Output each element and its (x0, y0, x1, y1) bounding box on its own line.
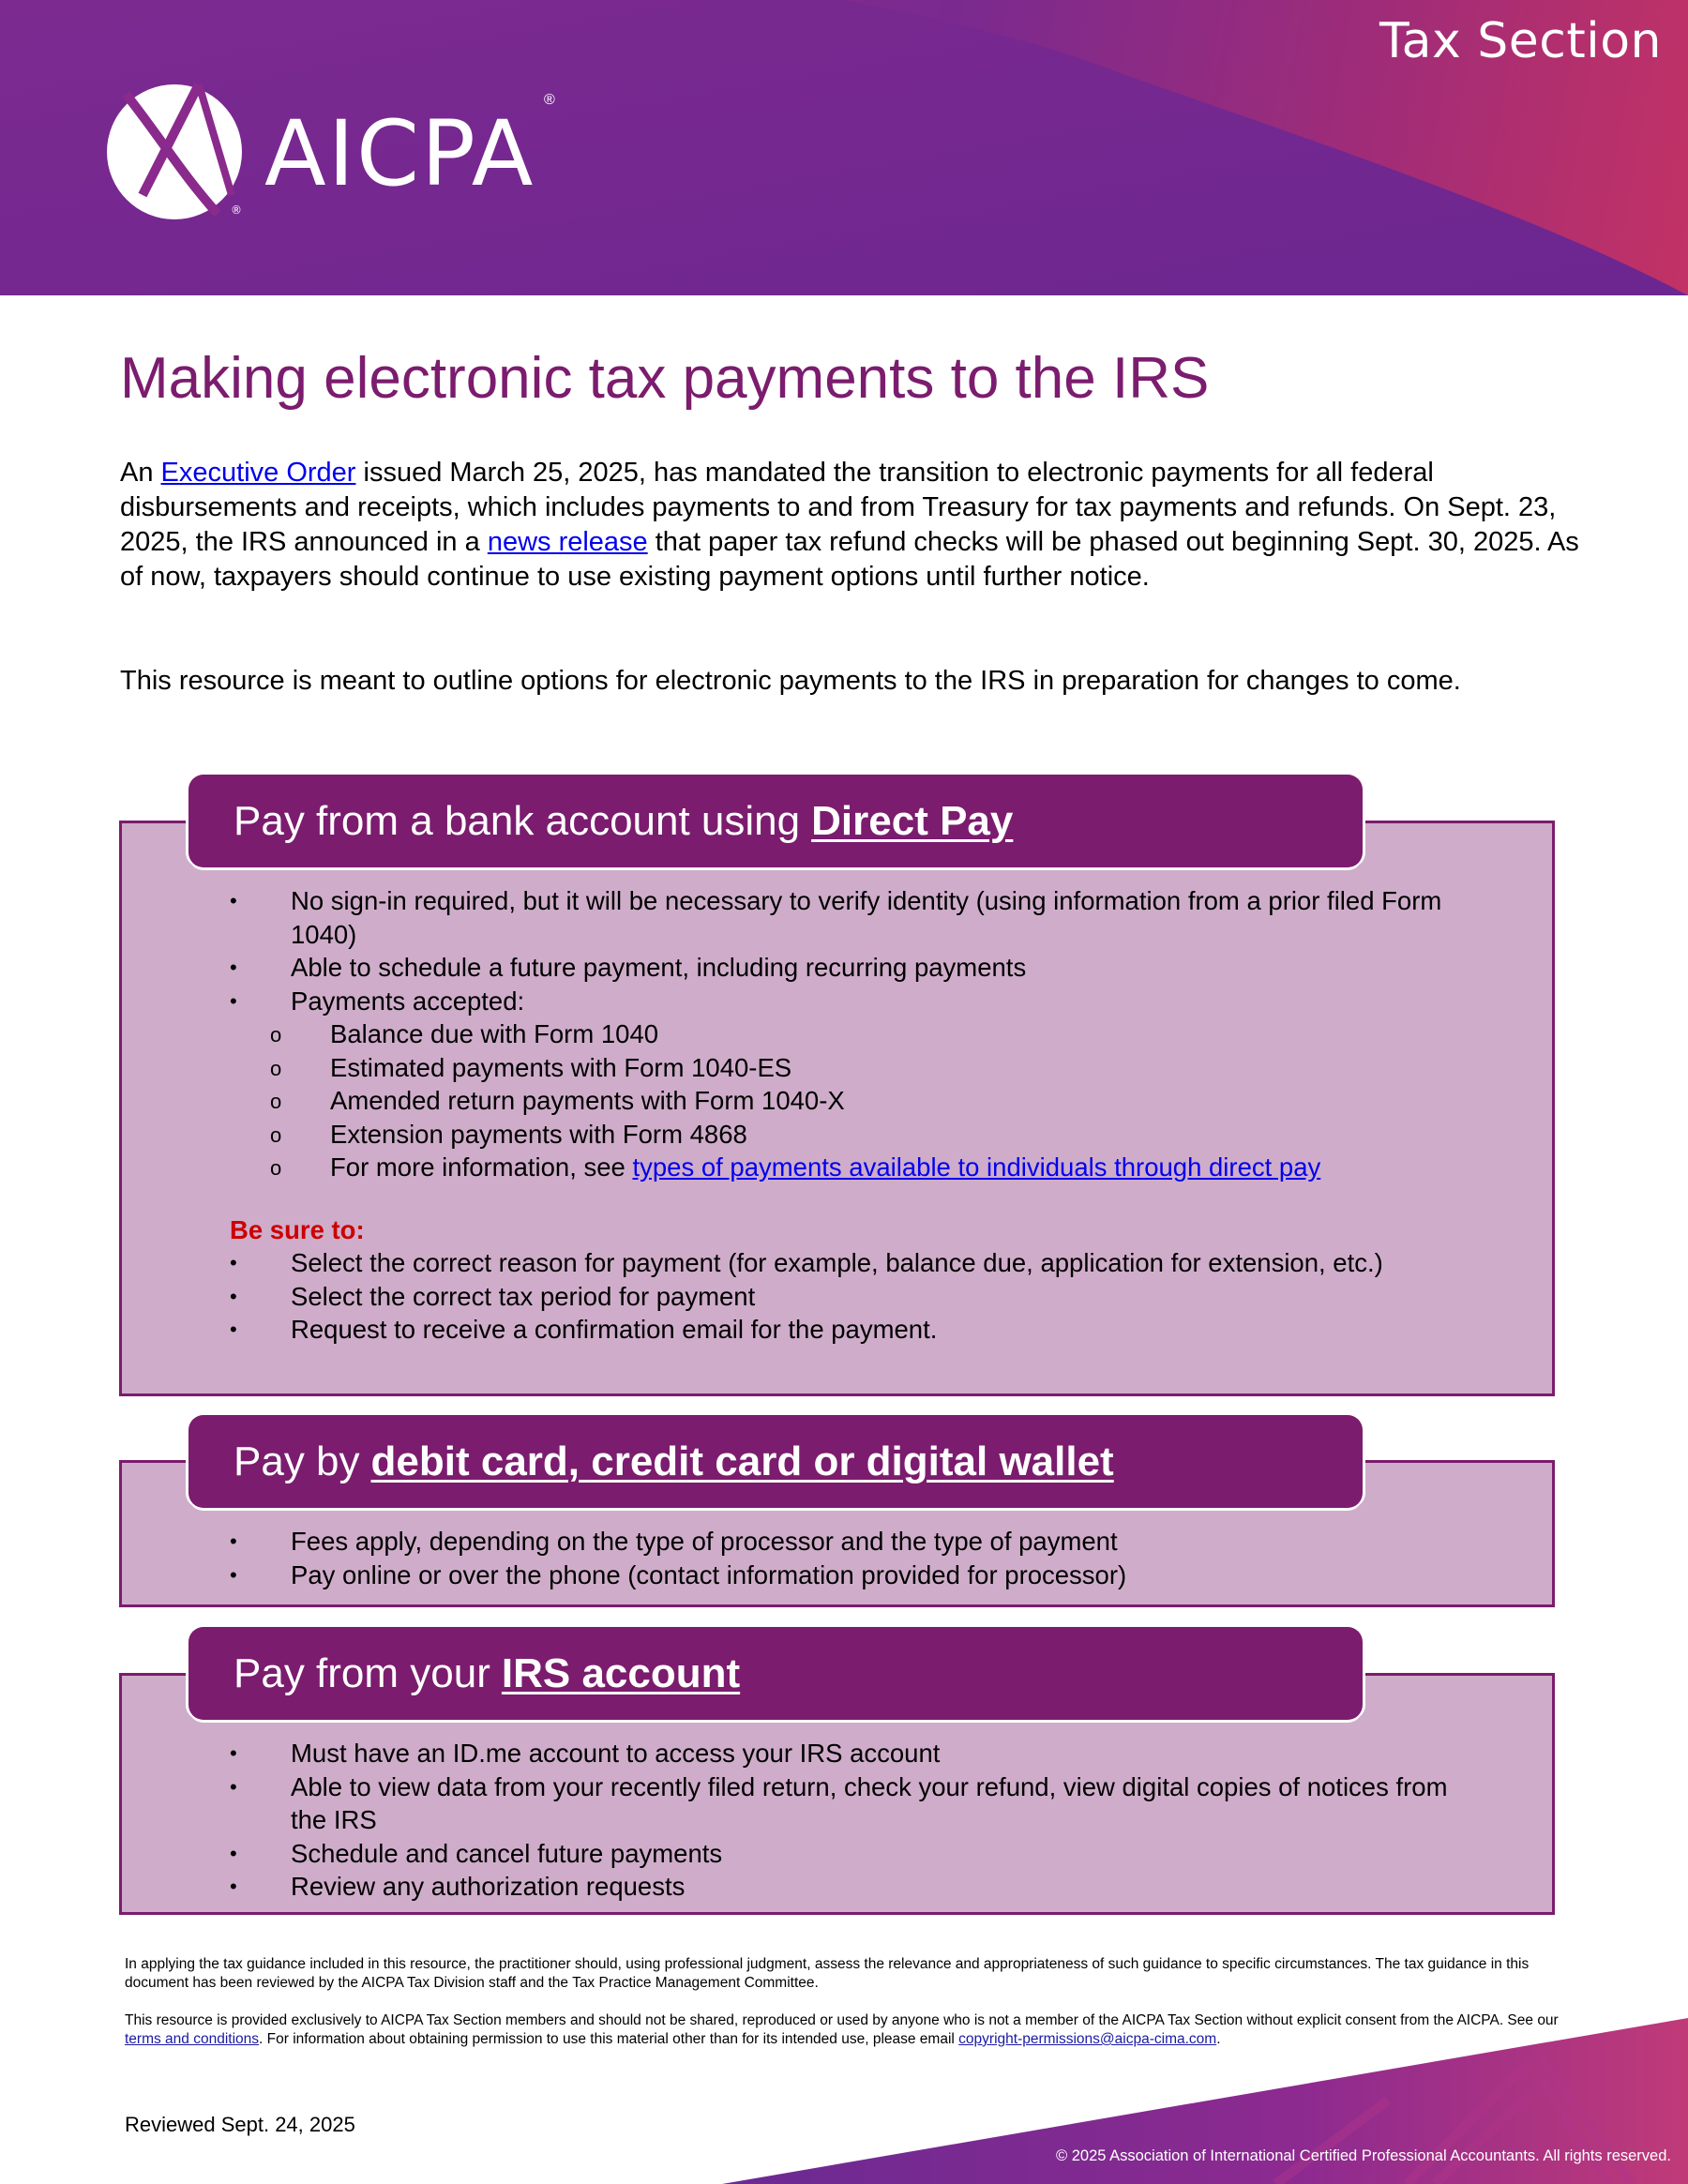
bullet-icon: • (230, 1251, 237, 1274)
aicpa-globe-icon (105, 83, 255, 223)
card-payment-link[interactable]: debit card, credit card or digital wallet (370, 1438, 1114, 1484)
disclaimer-text: . (1216, 2031, 1221, 2047)
circle-bullet-icon: o (270, 1122, 282, 1147)
disclaimer-guidance: In applying the tax guidance included in this resource, the practitioner should, using professional judgment, assess the relevance and appropriateness of such guidance to specific circumstances. The tax guidance in this document has been reviewed by the AICPA Tax Division staff and the Tax Practice Management Committee. (125, 1956, 1530, 1991)
list-item-text: Payments accepted: (291, 986, 525, 1016)
list-item-text: Review any authorization requests (291, 1872, 686, 1901)
bullet-icon: • (230, 1841, 237, 1865)
bullet-icon: • (230, 1529, 237, 1553)
list-item-text: Request to receive a confirmation email for the payment. (291, 1315, 938, 1344)
circle-bullet-icon: o (270, 1156, 282, 1180)
sub-list-item (230, 1151, 1468, 1184)
list-item-text: Fees apply, depending on the type of processor and the type of payment (291, 1527, 1118, 1556)
be-sure-list (230, 1246, 1468, 1347)
list-item-text: No sign-in required, but it will be necessary to verify identity (using information from a prior filed Form 1040) (291, 886, 1442, 949)
svg-text:®: ® (231, 203, 242, 217)
list-item (230, 1770, 1468, 1837)
list-item (230, 951, 1468, 985)
disclaimer-text: . For information about obtaining permission to use this material other than for its intended use, please email (259, 2031, 959, 2047)
reviewed-date: Reviewed Sept. 24, 2025 (125, 2113, 355, 2136)
list-item-text: Able to schedule a future payment, including recurring payments (291, 953, 1027, 982)
copyright-notice: © 2025 Association of International Certified Professional Accountants. All rights reserved. (1055, 2147, 1671, 2164)
section-label: Tax Section (1379, 13, 1662, 69)
aicpa-logo (105, 83, 574, 223)
irs-account-heading (188, 1627, 1363, 1720)
list-item-text: Must have an ID.me account to access your IRS account (291, 1739, 941, 1768)
heading-text: Pay from a bank account using (234, 797, 801, 844)
executive-order-link[interactable]: Executive Order (160, 458, 356, 488)
sub-list-item (230, 1051, 1468, 1085)
heading-text: Pay from your (234, 1649, 490, 1696)
list-item (230, 985, 1468, 1018)
disclaimer-text: This resource is provided exclusively to AICPA Tax Section members and should not be shared, reproduced or used by anyone who is not a member of the AICPA Tax Section without explicit consent from the AICPA. See our (125, 2012, 1559, 2028)
sub-list-item (230, 1118, 1468, 1152)
card-payment-heading (188, 1415, 1363, 1508)
list-item-text: Amended return payments with Form 1040-X (330, 1086, 845, 1115)
list-item-text: Extension payments with Form 4868 (330, 1119, 747, 1149)
list-item (230, 1246, 1468, 1280)
list-item (230, 1870, 1468, 1904)
bullet-icon: • (230, 1562, 237, 1587)
disclaimer-usage (125, 2011, 1569, 2049)
list-item-text: Select the correct reason for payment (for example, balance due, application for extension, etc.) (291, 1248, 1383, 1277)
bullet-icon: • (230, 988, 237, 1013)
list-item-text: Estimated payments with Form 1040-ES (330, 1052, 792, 1082)
irs-account-link[interactable]: IRS account (501, 1649, 741, 1696)
logo-wordmark: AICPA (264, 101, 535, 206)
list-item (230, 1559, 1468, 1592)
bullet-icon: • (230, 1318, 237, 1341)
logo-registered-mark: ® (544, 92, 555, 108)
list-item-text: Pay online or over the phone (contact information provided for processor) (291, 1559, 1127, 1589)
circle-bullet-icon: o (270, 1090, 282, 1113)
list-item-text: Select the correct tax period for payment (291, 1281, 756, 1311)
sub-list-item (230, 1017, 1468, 1051)
bullet-icon: • (230, 889, 237, 912)
news-release-link[interactable]: news release (487, 527, 648, 557)
bullet-icon: • (230, 1875, 237, 1898)
intro-text: issued March 25, 2025, has mandated the transition to electronic payments for all federal disbursements and receipts, which includes payments to and from Treasury for tax payments and refunds. On Sept. 23, 2025, the IRS announced in a (120, 458, 1557, 557)
list-item (230, 1525, 1468, 1559)
direct-pay-list (230, 884, 1468, 1184)
list-item-text: Able to view data from your recently filed return, check your refund, view digital copies of notices from the IRS (291, 1771, 1448, 1834)
bullet-icon: • (230, 956, 237, 979)
list-item-text: Schedule and cancel future payments (291, 1838, 723, 1868)
circle-bullet-icon: o (270, 1056, 282, 1080)
intro-text: An (120, 458, 161, 488)
list-item (230, 1837, 1468, 1871)
list-item (230, 884, 1468, 951)
bullet-icon: • (230, 1284, 237, 1308)
intro-paragraph-2: This resource is meant to outline options for electronic payments to the IRS in preparation for changes to come. (120, 666, 1461, 696)
list-item-text: For more information, see (330, 1152, 633, 1182)
list-item-text: Balance due with Form 1040 (330, 1019, 659, 1048)
list-item (230, 1737, 1468, 1770)
page-title: Making electronic tax payments to the IRS (120, 346, 1210, 411)
intro-paragraph (120, 456, 1583, 595)
permissions-email-link[interactable]: copyright-permissions@aicpa-cima.com (958, 2031, 1217, 2047)
intro-text: that paper tax refund checks will be phased out beginning Sept. 30, 2025. As of now, taxpayers should continue to use existing payment options until further notice. (120, 527, 1579, 592)
direct-pay-link[interactable]: Direct Pay (811, 797, 1014, 844)
heading-text: Pay by (234, 1438, 360, 1484)
sub-list-item (230, 1084, 1468, 1118)
irs-account-list (230, 1737, 1468, 1904)
bullet-icon: • (230, 1774, 237, 1799)
list-item (230, 1313, 1468, 1347)
payment-types-link[interactable]: types of payments available to individuals through direct pay (632, 1152, 1321, 1182)
card-payment-list (230, 1525, 1468, 1591)
be-sure-label: Be sure to: (230, 1215, 365, 1244)
list-item (230, 1280, 1468, 1314)
header-banner (0, 0, 1688, 295)
bullet-icon: • (230, 1741, 237, 1765)
circle-bullet-icon: o (270, 1023, 282, 1047)
terms-and-conditions-link[interactable]: terms and conditions (125, 2031, 260, 2047)
direct-pay-heading (188, 775, 1363, 867)
